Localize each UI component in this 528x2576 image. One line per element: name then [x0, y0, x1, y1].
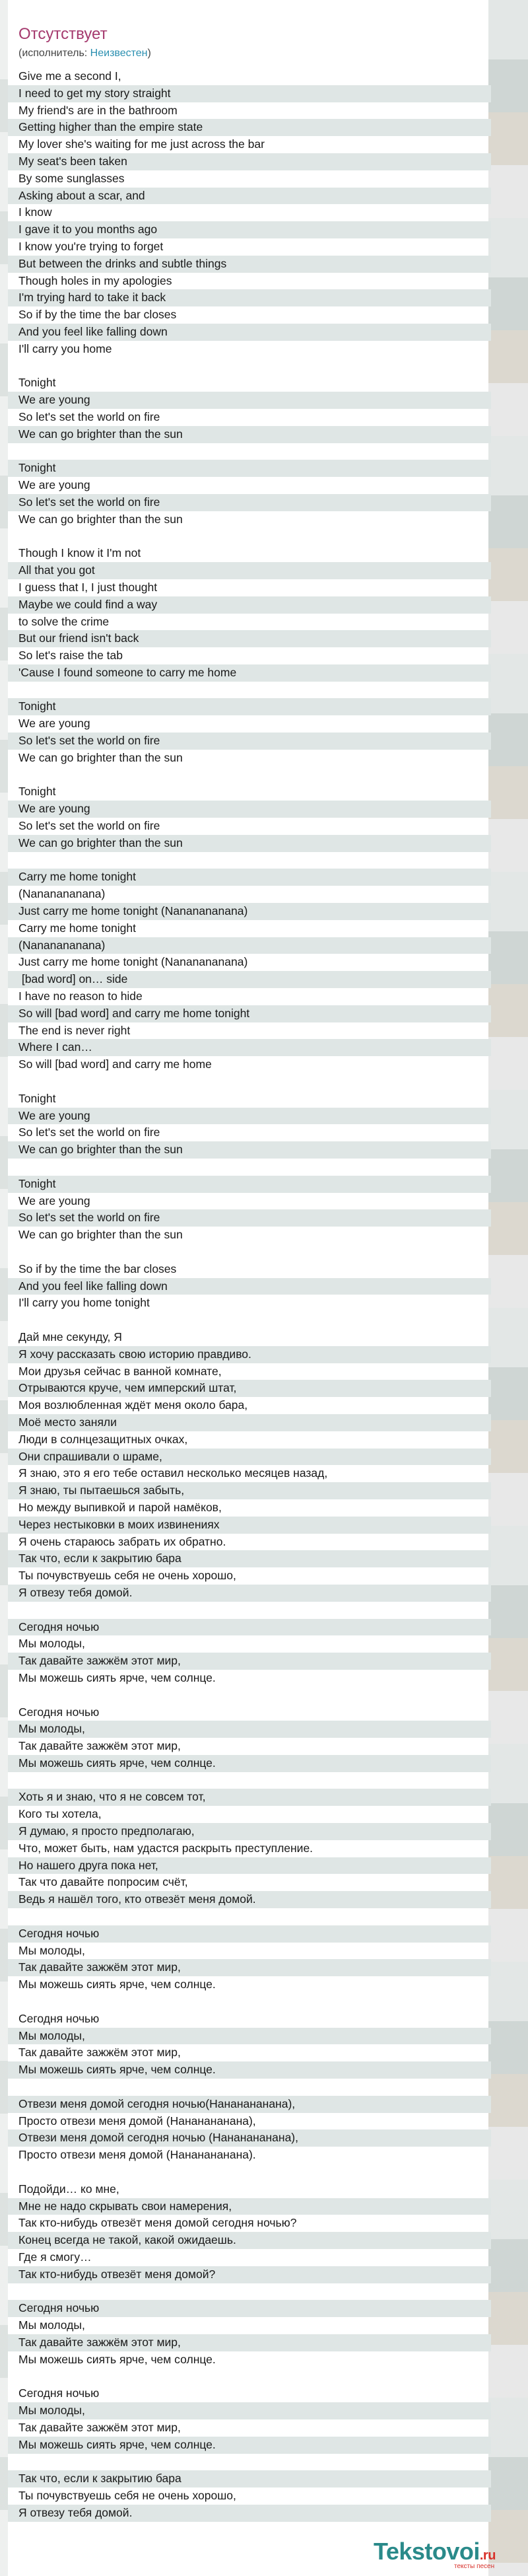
lyric-line: We are young — [18, 478, 90, 492]
stanza-break — [18, 1687, 480, 1704]
lyric-line: Ты почувствуешь себя не очень хорошо, — [18, 1569, 236, 1583]
lyric-line: Так кто-нибудь отвезёт меня домой? — [8, 2266, 491, 2283]
lyric-line: Мы можешь сиять ярче, чем солнце. — [8, 2437, 491, 2454]
lyric-line: Мы молоды, — [18, 1943, 85, 1957]
lyric-line: Though I know it I'm not — [18, 546, 141, 560]
stanza-break — [18, 2164, 480, 2181]
lyric-line: So if by the time the bar closes — [18, 1262, 177, 1275]
lyric-line: Я отвезу тебя домой. — [8, 2505, 491, 2522]
lyric-line: Но между выпивкой и парой намёков, — [18, 1500, 222, 1514]
background-stripes-left — [0, 0, 8, 2576]
lyric-line: So will [bad word] and carry me home tonight — [8, 1005, 491, 1022]
stanza-break — [18, 443, 480, 460]
lyric-line: Tonight — [8, 1176, 491, 1193]
stanza-break — [18, 767, 480, 784]
lyric-line: Так что, если к закрытию бара — [8, 1550, 491, 1567]
lyric-line: But between the drinks and subtle things — [8, 256, 491, 273]
lyric-line: So let's set the world on fire — [18, 819, 160, 833]
stanza-break — [18, 1602, 480, 1619]
lyric-line: (Nananananana) — [8, 937, 491, 954]
lyric-line: Сегодня ночью — [18, 2011, 100, 2025]
lyric-line: Дай мне секунду, Я — [18, 1330, 122, 1343]
stanza-break — [18, 2283, 480, 2301]
lyric-line: Мои друзья сейчас в ванной комнате, — [18, 1364, 222, 1378]
lyric-line: 'Cause I found someone to carry me home — [8, 664, 491, 682]
lyric-line: We are young — [8, 801, 491, 818]
lyric-line: Подойди… ко мне, — [18, 2182, 119, 2196]
lyric-line: All that you got — [8, 562, 491, 579]
stanza-break — [18, 1993, 480, 2011]
lyric-line: So let's set the world on fire — [18, 1126, 160, 1139]
lyric-line: So let's set the world on fire — [8, 733, 491, 750]
lyric-line: Через нестыковки в моих извинениях — [8, 1517, 491, 1534]
lyric-line: But our friend isn't back — [8, 630, 491, 647]
lyric-line: My friend's are in the bathroom — [18, 103, 178, 117]
background-stripes-right — [488, 0, 528, 2576]
lyric-line: Мы можешь сиять ярче, чем солнце. — [8, 2061, 491, 2079]
lyric-line: Мы можешь сиять ярче, чем солнце. — [18, 1670, 216, 1684]
lyric-line: We are young — [8, 1108, 491, 1125]
lyric-line: The end is never right — [18, 1023, 131, 1037]
lyric-line: Конец всегда не такой, какой ожидаешь. — [8, 2232, 491, 2249]
performer-line — [18, 48, 151, 59]
lyric-line: (Nananananana) — [18, 887, 106, 901]
lyric-line: Мы молоды, — [18, 1637, 85, 1651]
lyric-line: Tonight — [8, 698, 491, 715]
lyric-line: Ведь я нашёл того, кто отвезёт меня домой. — [8, 1891, 491, 1908]
lyric-line: Just carry me home tonight (Nananananana) — [8, 903, 491, 920]
lyric-line: Мы можешь сиять ярче, чем солнце. — [18, 2352, 216, 2366]
logo-tagline: тексты песен — [454, 2563, 495, 2570]
lyric-line: Asking about a scar, and — [8, 188, 491, 205]
lyric-line: Tonight — [8, 460, 491, 477]
lyric-line: Tonight — [18, 1091, 56, 1105]
lyric-line: [bad word] on… side — [8, 971, 491, 988]
lyric-line: I guess that I, I just thought — [18, 580, 158, 594]
lyric-line: Сегодня ночью — [8, 1925, 491, 1943]
lyric-line: Так что давайте попросим счёт, — [18, 1875, 188, 1889]
lyric-line: We can go brighter than the sun — [18, 750, 183, 764]
lyric-line: I'll carry you home tonight — [18, 1296, 150, 1310]
performer-prefix: (исполнитель: — [18, 48, 90, 59]
performer-link[interactable]: Неизвестен — [90, 48, 148, 59]
stanza-break — [18, 682, 480, 699]
stanza-break — [18, 2369, 480, 2386]
lyric-line: Так давайте зажжём этот мир, — [18, 1739, 181, 1753]
lyric-line: Я знаю, это я его тебе оставил несколько месяцев назад, — [18, 1466, 328, 1480]
lyric-line: We are young — [18, 1194, 90, 1207]
lyric-line: So let's raise the tab — [18, 649, 123, 662]
lyric-line: So let's set the world on fire — [18, 410, 160, 423]
lyric-line: Where I can… — [8, 1039, 491, 1056]
lyric-line: Сегодня ночью — [8, 2300, 491, 2317]
lyric-line: Мы молоды, — [18, 2318, 85, 2332]
lyric-line: Где я смогу… — [18, 2250, 92, 2264]
lyric-line: Отрываются круче, чем имперский штат, — [8, 1380, 491, 1397]
lyric-line: Я думаю, я просто предполагаю, — [8, 1823, 491, 1840]
lyric-line: Я знаю, ты пытаешься забыть, — [8, 1482, 491, 1499]
lyric-line: Мне не надо скрывать свои намерения, — [8, 2198, 491, 2215]
lyric-line: Getting higher than the empire state — [8, 119, 491, 136]
lyric-line: I know you're trying to forget — [18, 239, 164, 253]
lyric-line: Maybe we could find a way — [8, 596, 491, 614]
lyric-line: Но нашего друга пока нет, — [8, 1857, 491, 1875]
stanza-break — [18, 1244, 480, 1261]
lyric-line: Мы молоды, — [8, 2402, 491, 2419]
lyric-line: I gave it to you months ago — [8, 221, 491, 238]
lyric-line: We are young — [8, 392, 491, 409]
lyric-line: Так давайте зажжём этот мир, — [18, 2420, 181, 2434]
lyric-line: We can go brighter than the sun — [8, 835, 491, 852]
stanza-break — [18, 358, 480, 375]
logo-name: Tekstovoi — [374, 2538, 480, 2565]
logo-wordmark — [374, 2538, 496, 2565]
lyric-line: Просто отвези меня домой (Нананананана), — [18, 2114, 256, 2128]
lyric-line: Сегодня ночью — [8, 1619, 491, 1636]
lyric-line: Ты почувствуешь себя не очень хорошо, — [18, 2489, 236, 2503]
lyric-line: Отвези меня домой сегодня ночью (Нананананана), — [8, 2129, 491, 2147]
lyric-line: Люди в солнцезащитных очках, — [18, 1432, 188, 1446]
lyric-line: Хоть я и знаю, что я не совсем тот, — [8, 1789, 491, 1806]
lyric-line: I need to get my story straight — [8, 85, 491, 102]
lyric-line: And you feel like falling down — [8, 324, 491, 341]
stanza-break — [18, 852, 480, 869]
lyric-line: So if by the time the bar closes — [18, 308, 177, 322]
lyric-line: Так давайте зажжём этот мир, — [18, 2046, 181, 2059]
lyric-line: So let's set the world on fire — [8, 494, 491, 511]
lyric-line: Просто отвези меня домой (Нананананана). — [18, 2148, 256, 2162]
stanza-break — [18, 2079, 480, 2096]
lyric-line: Tonight — [18, 785, 56, 799]
stanza-break — [18, 1159, 480, 1176]
lyric-line: Just carry me home tonight (Nananananana) — [18, 955, 248, 969]
lyric-line: Так давайте зажжём этот мир, — [8, 2334, 491, 2351]
lyric-line: Carry me home tonight — [8, 869, 491, 886]
lyric-line: Так давайте зажжём этот мир, — [8, 1653, 491, 1670]
lyric-line: Мы молоды, — [8, 1721, 491, 1738]
lyric-line: My seat's been taken — [8, 153, 491, 170]
lyric-line: Они спрашивали о шраме, — [8, 1449, 491, 1466]
lyric-line: Так кто-нибудь отвезёт меня домой сегодня ночью? — [18, 2216, 297, 2230]
stanza-break — [18, 528, 480, 546]
stanza-break — [18, 1312, 480, 1329]
stanza-break — [18, 1908, 480, 1925]
lyric-line: Что, может быть, нам удастся раскрыть преступление. — [18, 1841, 314, 1855]
lyric-line: Я хочу рассказать свою историю правдиво. — [8, 1346, 491, 1363]
lyric-line: Though holes in my apologies — [18, 273, 172, 287]
lyric-line: Give me a second I, — [18, 69, 121, 83]
lyric-line: We can go brighter than the sun — [18, 512, 183, 526]
lyric-line: Carry me home tonight — [18, 921, 136, 935]
lyric-line: We can go brighter than the sun — [8, 426, 491, 443]
lyric-line: Я отвезу тебя домой. — [8, 1585, 491, 1602]
stanza-break — [18, 2454, 480, 2471]
lyric-line: We are young — [18, 717, 90, 731]
lyric-line: Отвези меня домой сегодня ночью(Нананананана), — [8, 2096, 491, 2113]
lyric-line: We can go brighter than the sun — [8, 1141, 491, 1159]
lyric-line: Сегодня ночью — [18, 1705, 100, 1719]
lyric-line: I'm trying hard to take it back — [8, 289, 491, 306]
lyric-line: And you feel like falling down — [8, 1278, 491, 1295]
lyric-line: Кого ты хотела, — [18, 1807, 102, 1821]
stanza-break — [18, 1073, 480, 1091]
lyric-line: Моё место заняли — [8, 1414, 491, 1431]
lyrics-text — [18, 68, 480, 2522]
lyric-line: I'll carry you home — [18, 341, 112, 355]
lyric-line: I have no reason to hide — [18, 989, 143, 1003]
lyric-line: Так что, если к закрытию бара — [8, 2470, 491, 2487]
site-logo[interactable] — [374, 2538, 525, 2571]
lyric-line: By some sunglasses — [18, 171, 125, 185]
logo-tld: .ru — [479, 2548, 496, 2563]
lyric-line: Tonight — [18, 376, 56, 390]
lyric-line: Так давайте зажжём этот мир, — [8, 1959, 491, 1976]
lyric-line: We can go brighter than the sun — [18, 1228, 183, 1242]
lyric-line: Я очень стараюсь забрать их обратно. — [18, 1534, 226, 1548]
stanza-break — [18, 1772, 480, 1789]
lyric-line: Моя возлюбленная ждёт меня около бара, — [18, 1398, 248, 1412]
lyric-line: to solve the crime — [18, 614, 110, 628]
song-title: Отсутствует — [18, 25, 108, 43]
lyric-line: Сегодня ночью — [18, 2386, 100, 2400]
lyric-line: So will [bad word] and carry me home — [18, 1057, 212, 1071]
performer-suffix: ) — [147, 48, 151, 59]
lyric-line: Мы можешь сиять ярче, чем солнце. — [18, 1978, 216, 1991]
lyric-line: My lover she's waiting for me just across the bar — [18, 137, 265, 151]
lyric-line: Мы молоды, — [8, 2028, 491, 2045]
lyric-line: So let's set the world on fire — [8, 1209, 491, 1227]
lyric-line: Мы можешь сиять ярче, чем солнце. — [8, 1755, 491, 1772]
lyric-line: I know — [18, 205, 52, 219]
